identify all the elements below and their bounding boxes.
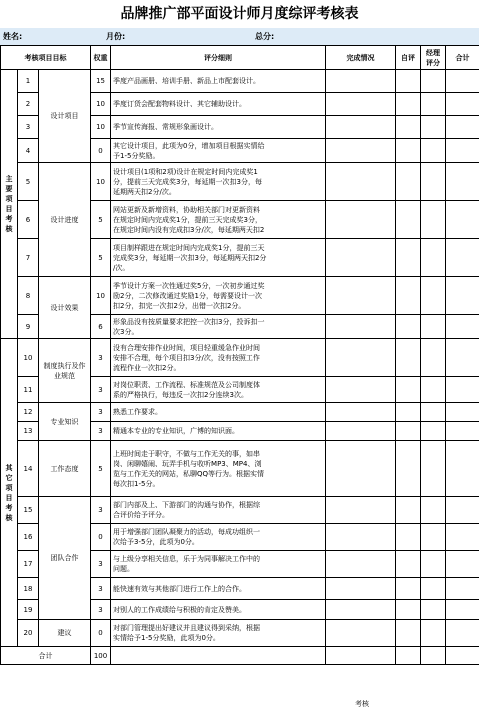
manager-score-cell[interactable] [421,239,446,277]
manager-score-cell[interactable] [421,93,446,116]
row-number: 6 [18,201,39,239]
category-design-project: 设计项目 [39,70,91,163]
manager-score-cell[interactable] [421,70,446,93]
row-criteria: 项目制样跟进在规定时间内完成奖1分，提前三天 完成奖3分，每延期一次扣3分，每延期两天扣2分 /次。 [111,239,326,277]
status-cell[interactable] [326,116,396,139]
table-row [1,620,479,647]
row-number: 17 [18,551,39,578]
total-cell [446,403,479,422]
assessment-table [0,45,479,665]
row-number: 14 [18,441,39,497]
status-cell[interactable] [326,600,396,620]
row-weight: 10 [91,93,111,116]
total-cell [446,377,479,403]
header-weight: 权重 [91,46,111,70]
row-criteria: 部门内部及上、下游部门的沟通与协作，根据综 合评价给予评分。 [111,497,326,524]
category-system: 制度执行及作业规范 [39,339,91,403]
status-cell[interactable] [326,70,396,93]
total-cell [446,524,479,551]
status-cell[interactable] [326,315,396,339]
self-score-cell[interactable] [396,551,421,578]
status-cell[interactable] [326,497,396,524]
row-criteria: 季节宣传海报、常规形象画设计。 [111,116,326,139]
category-teamwork: 团队合作 [39,497,91,620]
total-cell [446,600,479,620]
total-cell [446,70,479,93]
self-score-cell[interactable] [396,70,421,93]
row-criteria: 对岗位职责、工作流程、标准规范及公司制度体 系的严格执行，每违反一次扣2分连续3次。 [111,377,326,403]
manager-score-cell[interactable] [421,201,446,239]
row-criteria: 对部门管理提出好建议并且建议得到采纳，根据 实情给予1-5分奖励，此项为0分。 [111,620,326,647]
row-weight: 5 [91,239,111,277]
category-expertise: 专业知识 [39,403,91,441]
self-score-cell[interactable] [396,441,421,497]
self-score-cell[interactable] [396,277,421,315]
manager-score-cell[interactable] [421,441,446,497]
row-number: 3 [18,116,39,139]
status-cell[interactable] [326,551,396,578]
table-row [1,277,479,315]
row-weight: 10 [91,116,111,139]
manager-score-cell[interactable] [421,524,446,551]
row-weight: 3 [91,578,111,600]
group-other: 其它项目考核 [1,339,18,647]
total-cell [446,315,479,339]
row-weight: 3 [91,403,111,422]
group-main: 主要项目考核 [1,70,18,339]
row-criteria: 其它设计项目，此项为0分，增加项目根据实情给 予1-5分奖励。 [111,139,326,163]
self-score-cell[interactable] [396,93,421,116]
total-row [1,647,479,665]
status-cell[interactable] [326,139,396,163]
row-weight: 10 [91,163,111,201]
row-number: 16 [18,524,39,551]
row-number: 15 [18,497,39,524]
total-cell [446,551,479,578]
row-number: 8 [18,277,39,315]
row-criteria: 设计项目(1项和2项)设计在规定时间内完成奖1 分，提前三天完成奖3分，每延期一次扣3分，每 延期两天扣2分/次。 [111,163,326,201]
status-cell[interactable] [326,524,396,551]
status-cell[interactable] [326,422,396,441]
row-number: 11 [18,377,39,403]
table-row [1,441,479,497]
manager-score-cell[interactable] [421,551,446,578]
row-number: 4 [18,139,39,163]
header-status: 完成情况 [326,46,396,70]
row-weight: 0 [91,524,111,551]
row-criteria: 精通本专业的专业知识，广博的知识面。 [111,422,326,441]
manager-score-cell[interactable] [421,377,446,403]
score-label: 总分: [255,31,274,42]
row-criteria: 用于增强部门团队凝聚力的活动，每成功组织一 次给予3-5分，此项为0分。 [111,524,326,551]
row-weight: 3 [91,497,111,524]
row-number: 12 [18,403,39,422]
form-title: 品牌推广部平面设计师月度综评考核表 [0,0,479,28]
self-score-cell[interactable] [396,116,421,139]
self-score-cell[interactable] [396,377,421,403]
total-cell [446,578,479,600]
total-label: 合计 [1,647,91,665]
total-cell [446,239,479,277]
status-cell[interactable] [326,239,396,277]
header-criteria: 评分细则 [111,46,326,70]
table-row [1,339,479,377]
row-number: 5 [18,163,39,201]
manager-score-cell[interactable] [421,139,446,163]
status-cell[interactable] [326,163,396,201]
manager-score-cell[interactable] [421,600,446,620]
self-score-cell[interactable] [396,422,421,441]
header-self: 自评 [396,46,421,70]
total-cell [446,139,479,163]
row-weight: 15 [91,70,111,93]
status-cell[interactable] [326,93,396,116]
total-cell [446,339,479,377]
info-row [0,28,479,45]
header-row [1,46,479,70]
header-total: 合计 [446,46,479,70]
self-score-cell[interactable] [396,524,421,551]
manager-score-cell[interactable] [421,422,446,441]
row-number: 20 [18,620,39,647]
row-number: 18 [18,578,39,600]
header-target: 考核项目目标 [1,46,91,70]
category-design-effect: 设计效果 [39,277,91,339]
status-cell[interactable] [326,377,396,403]
row-weight: 3 [91,377,111,403]
row-number: 9 [18,315,39,339]
table-row [1,497,479,524]
row-criteria: 上班时间走于职守，不做与工作无关的事，如串 岗、闲聊嬉闹、玩弄手机与收听MP3、MP4、浏 览与工作无关的网站，私聊QQ等行为。根据实情 每次扣1-5分。 [111,441,326,497]
row-criteria: 形象品没有按质量要求把控一次扣3分，投诉扣一 次3分。 [111,315,326,339]
month-label: 月份: [106,31,125,42]
table-row [1,163,479,201]
total-cell [446,422,479,441]
row-criteria: 没有合理安排作业时间，项目轻重缓急作业时间 安排不合理，每个项目扣3分/次，没有按照工作 流程作业一次扣2分。 [111,339,326,377]
self-score-cell[interactable] [396,578,421,600]
manager-score-cell[interactable] [421,339,446,377]
category-design-progress: 设计进度 [39,163,91,277]
total-cell [446,163,479,201]
manager-score-cell[interactable] [421,116,446,139]
row-weight: 0 [91,139,111,163]
manager-score-cell[interactable] [421,578,446,600]
status-cell[interactable] [326,620,396,647]
row-number: 10 [18,339,39,377]
category-attitude: 工作态度 [39,441,91,497]
category-suggestion: 建议 [39,620,91,647]
self-score-cell[interactable] [396,403,421,422]
row-criteria: 季节设计方案一次性通过奖5分，一次初步通过奖 励2分，二次修改通过奖励1分，每需要设计一次 扣2分，扣完一次扣2分，出错一次扣2分。 [111,277,326,315]
total-cell [446,497,479,524]
status-cell[interactable] [326,441,396,497]
self-score-cell[interactable] [396,239,421,277]
total-cell [446,441,479,497]
manager-score-cell[interactable] [421,403,446,422]
row-weight: 0 [91,620,111,647]
status-cell[interactable] [326,403,396,422]
manager-score-cell[interactable] [421,497,446,524]
total-cell [446,116,479,139]
total-cell [446,201,479,239]
status-cell[interactable] [326,339,396,377]
manager-score-cell[interactable] [421,277,446,315]
row-weight: 3 [91,339,111,377]
status-cell[interactable] [326,578,396,600]
self-score-cell[interactable] [396,620,421,647]
self-score-cell[interactable] [396,315,421,339]
total-weight: 100 [91,647,111,665]
row-weight: 10 [91,277,111,315]
status-cell[interactable] [326,201,396,239]
row-weight: 3 [91,422,111,441]
self-score-cell[interactable] [396,497,421,524]
manager-score-cell[interactable] [421,315,446,339]
self-score-cell[interactable] [396,139,421,163]
row-criteria: 对别人的工作成绩给与积极的肯定及赞美。 [111,600,326,620]
status-cell[interactable] [326,277,396,315]
self-score-cell[interactable] [396,339,421,377]
row-number: 2 [18,93,39,116]
total-cell [446,277,479,315]
row-criteria: 季度产品画册、培训手册、新品上市配套设计。 [111,70,326,93]
row-weight: 6 [91,315,111,339]
row-criteria: 熟悉工作要求。 [111,403,326,422]
name-label: 姓名: [3,31,22,42]
row-weight: 5 [91,441,111,497]
row-number: 13 [18,422,39,441]
footer-label: 考核 [355,699,369,709]
total-cell [446,93,479,116]
table-row [1,403,479,422]
self-score-cell[interactable] [396,600,421,620]
row-number: 7 [18,239,39,277]
total-cell [446,620,479,647]
row-weight: 5 [91,201,111,239]
manager-score-cell[interactable] [421,620,446,647]
row-criteria: 能快速有效与其他部门进行工作上的合作。 [111,578,326,600]
grand-total-cell [446,647,479,665]
row-criteria: 季度订货会配套物料设计、其它辅助设计。 [111,93,326,116]
row-number: 19 [18,600,39,620]
row-weight: 3 [91,600,111,620]
row-criteria: 网站更新及新增资料，协助相关部门对更新资料 在规定时间内完成奖1分，提前三天完成奖3分， 在规定时间内没有完成扣3分/次，每延期两天扣2 [111,201,326,239]
manager-score-cell[interactable] [421,163,446,201]
self-score-cell[interactable] [396,163,421,201]
table-row [1,70,479,93]
header-manager: 经理评分 [421,46,446,70]
row-criteria: 与上级分享相关信息，乐于为同事解决工作中的 问题。 [111,551,326,578]
self-score-cell[interactable] [396,201,421,239]
row-weight: 3 [91,551,111,578]
row-number: 1 [18,70,39,93]
